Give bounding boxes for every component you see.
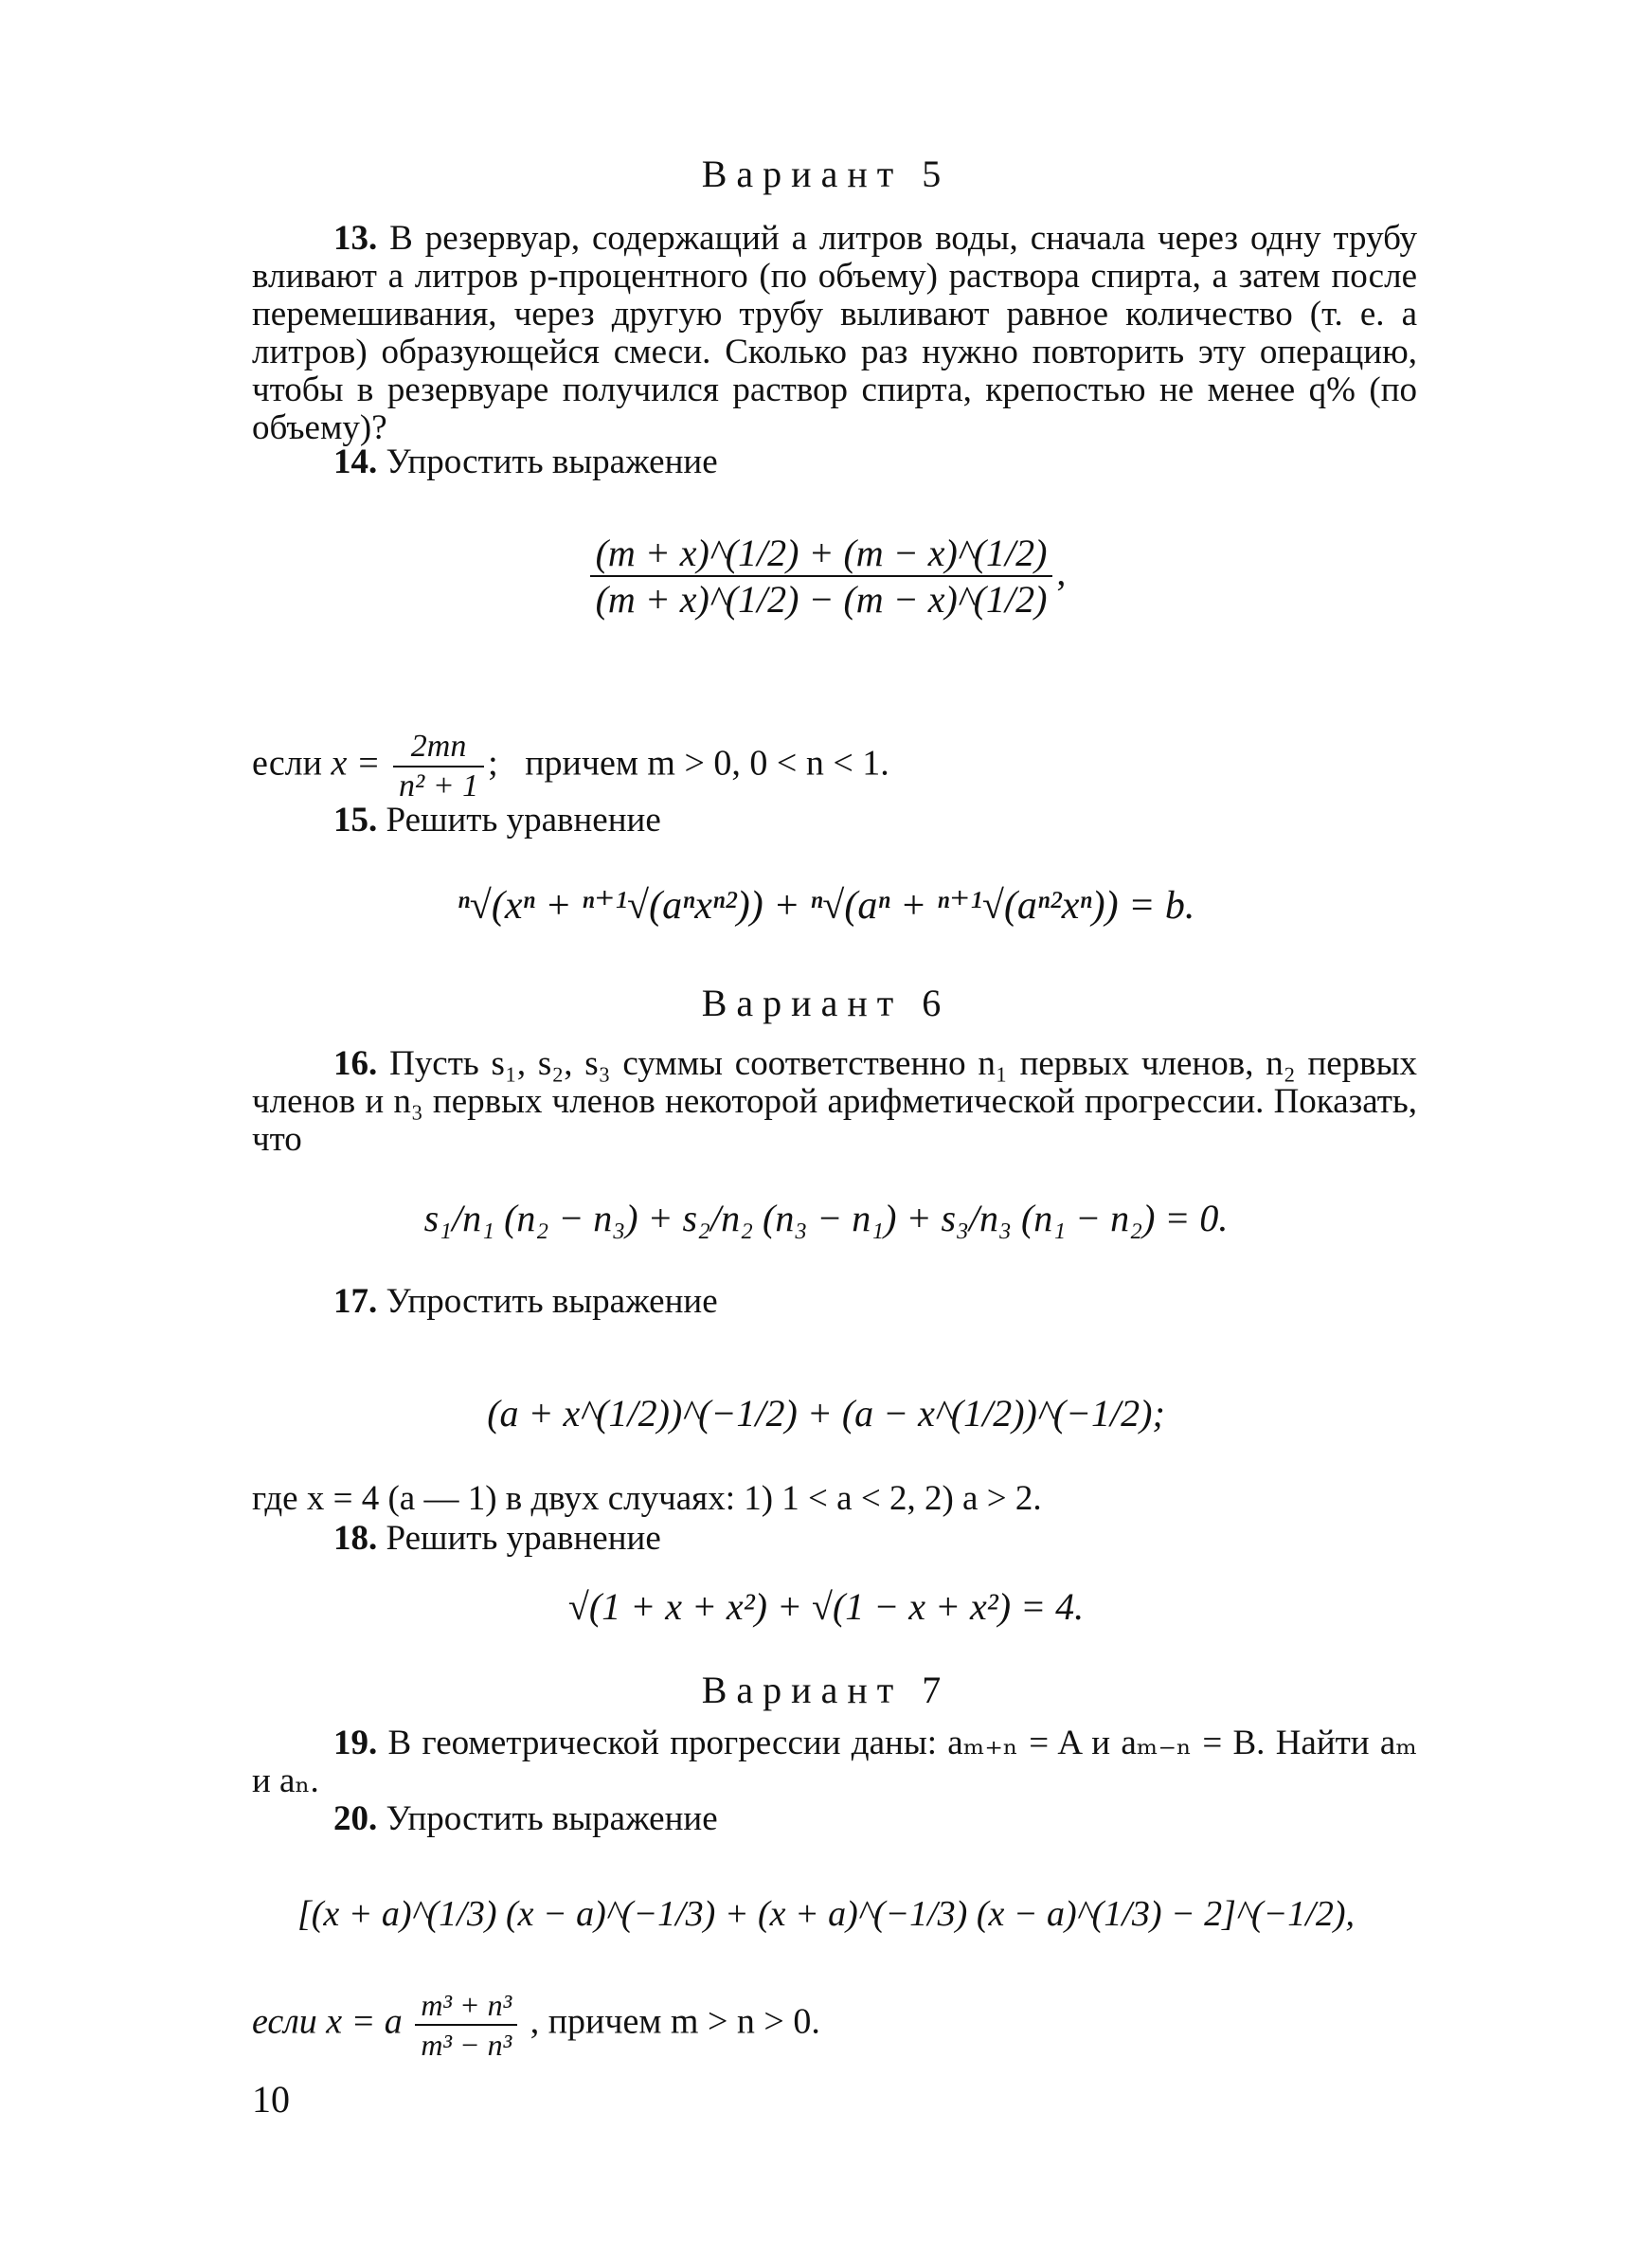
problem-18-text: Решить уравнение [386, 1519, 661, 1558]
problem-18-formula: √(1 + x + x²) + √(1 − x + x²) = 4. [567, 1585, 1085, 1628]
page-number: 10 [252, 2078, 290, 2121]
problem-17-number: 17. [333, 1282, 378, 1321]
problem-14 [252, 443, 1417, 481]
problem-14-condition-denominator: n² + 1 [399, 768, 479, 803]
problem-17-text: Упростить выражение [386, 1282, 718, 1321]
problem-14-condition-prefix: если [252, 743, 322, 784]
problem-17 [252, 1283, 1417, 1321]
variant-5-heading: Вариант 5 [701, 153, 951, 195]
problem-13-text: В резервуар, содержащий a литров воды, сначала через одну трубу вливают a литров p-процентного (по объему) раствора спирта, а затем после перемешивания, через другую трубу выливают равное количество (т. е. a литров) образующейся смеси. Сколько раз нужно повторить эту операцию, чтобы в резервуаре получился раствор спирта, крепостью не менее q% (по объему)? [252, 219, 1418, 447]
problem-14-denominator: (m + x)^(1/2) − (m − x)^(1/2) [595, 578, 1048, 621]
problem-20-number: 20. [333, 1799, 378, 1838]
problem-14-numerator: (m + x)^(1/2) + (m − x)^(1/2) [590, 531, 1053, 577]
problem-17-condition: где x = 4 (a — 1) в двух случаях: 1) 1 < a < 2, 2) a > 2. [252, 1479, 1042, 1518]
problem-20-condition [252, 1986, 1417, 2064]
problem-15 [252, 802, 1417, 840]
problem-20-text: Упростить выражение [386, 1799, 718, 1838]
problem-20-formula: [(x + a)^(1/3) (x − a)^(−1/3) + (x + a)^(−1/3) (x − a)^(1/3) − 2]^(−1/2), [296, 1894, 1356, 1934]
problem-14-condition-numerator: 2mn [393, 728, 484, 767]
variant-7-heading: Вариант 7 [701, 1669, 951, 1711]
problem-16-number: 16. [333, 1044, 378, 1083]
problem-16-text: Пусть s₁, s₂, s₃ суммы соответственно n₁ первых членов, n₂ первых членов и n₃ первых членов некоторой арифметической прогрессии. Показать, что [252, 1044, 1418, 1159]
problem-13-number: 13. [333, 219, 378, 258]
problem-20-condition-prefix: если x = a [252, 2001, 403, 2042]
problem-17-formula: (a + x^(1/2))^(−1/2) + (a − x^(1/2))^(−1/2); [487, 1392, 1165, 1435]
problem-15-formula: ⁿ√(xⁿ + ⁿ⁺¹√(aⁿxⁿ²)) + ⁿ√(aⁿ + ⁿ⁺¹√(aⁿ²xⁿ)) = b. [457, 884, 1195, 928]
problem-18-number: 18. [333, 1519, 378, 1558]
problem-14-condition: если x = $\frac{2mn}{\text{n² + 1}}$ ; причем m > 0, 0 < n < 1. [252, 729, 889, 803]
problem-14-condition-suffix: причем m > 0, 0 < n < 1. [525, 743, 889, 784]
problem-19 [252, 1724, 1417, 1800]
problem-19-number: 19. [333, 1724, 378, 1762]
problem-14-text: Упростить выражение [386, 442, 718, 481]
problem-20-condition-denominator: m³ − n³ [421, 2028, 512, 2062]
problem-20 [252, 1800, 1417, 1838]
problem-16 [252, 1045, 1417, 1159]
problem-19-text: В геометрической прогрессии даны: aₘ₊ₙ = A и aₘ₋ₙ = B. Найти aₘ и aₙ. [252, 1724, 1418, 1800]
problem-14-number: 14. [333, 442, 378, 481]
problem-16-formula: s₁/n₁ (n₂ − n₃) + s₂/n₂ (n₃ − n₁) + s₃/n₃ (n₁ − n₂) = 0. [423, 1197, 1229, 1239]
problem-15-number: 15. [333, 801, 378, 840]
problem-13 [252, 220, 1417, 447]
problem-20-condition-numerator: m³ + n³ [415, 1986, 517, 2026]
problem-18 [252, 1520, 1417, 1558]
problem-15-text: Решить уравнение [386, 801, 661, 840]
problem-14-formula: $\frac{(m + x)\^{}(1/2) + (m - x)\^{}(1/2)}{(m + x)\^{}(1/2) - (m - x)\^{}(1/2)}$ , [0, 531, 1652, 622]
variant-6-heading: Вариант 6 [701, 982, 951, 1024]
problem-20-condition-suffix: , причем m > n > 0. [530, 2001, 820, 2042]
